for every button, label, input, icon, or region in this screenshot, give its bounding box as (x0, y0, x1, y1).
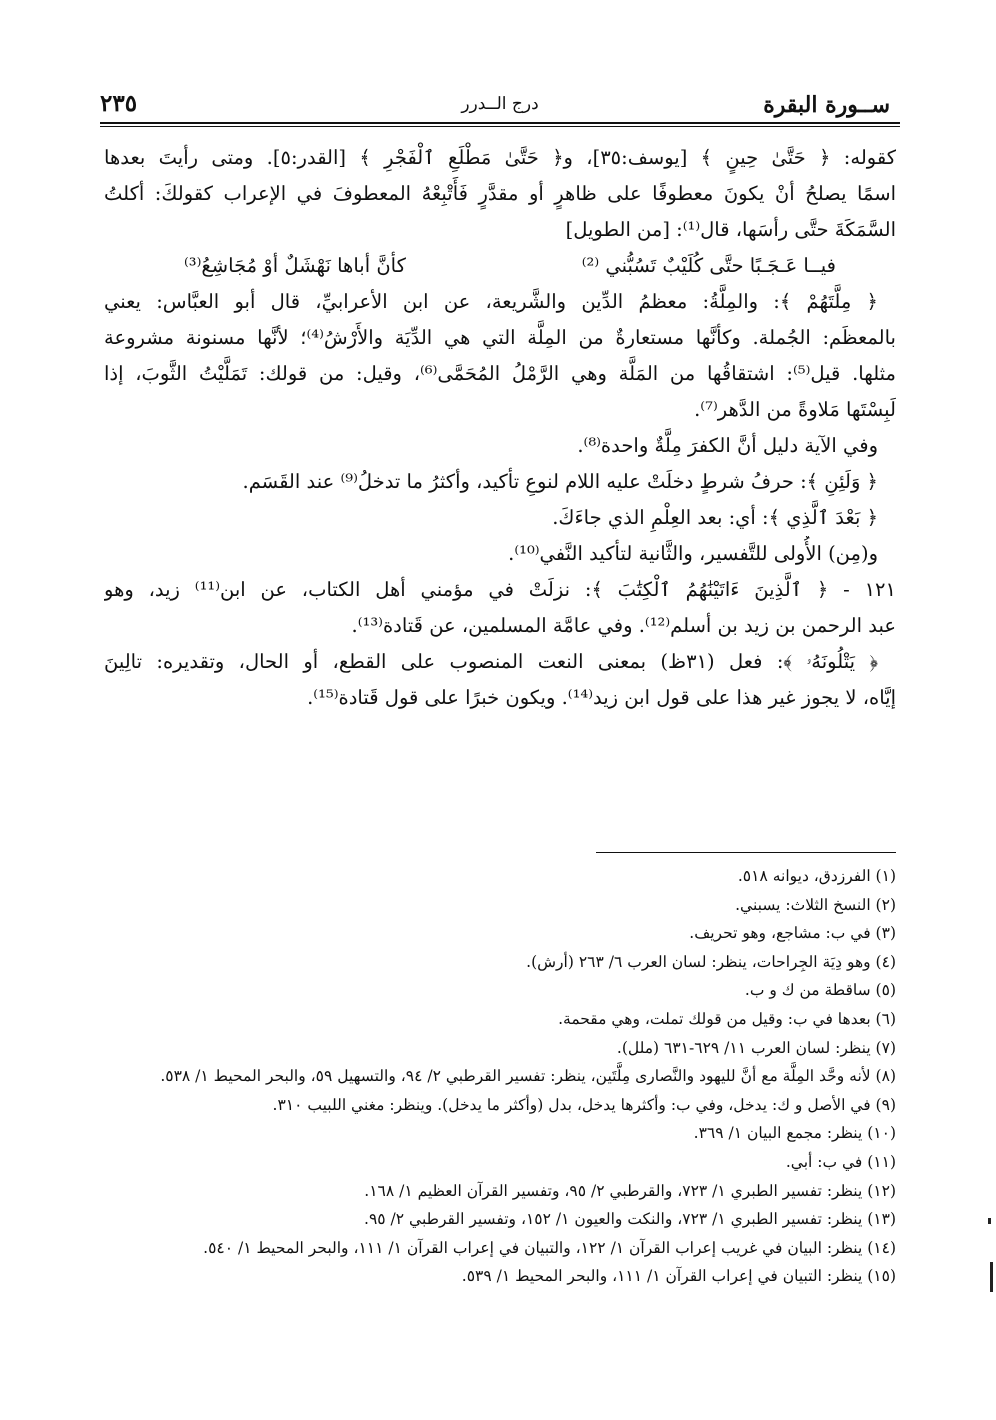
text-line: اسمًا يصلحُ أنْ يكونَ معطوفًا على ظاهرٍ أو مقدَّرٍ فَأَتْبِعْهُ المعطوفَ في الإعراب كقولكَ: أكلتُ (104, 182, 896, 205)
poem-verse (104, 248, 896, 284)
footnote: (١٤) ينظر: البيان في غريب إعراب القرآن ١/ ١٢٢، والتبيان في إعراب القرآن ١/ ١١١، والبحر المحيط ١/ ٥٤٠. (203, 1238, 896, 1257)
footnote: (٣) في ب: مشاجع، وهو تحريف. (689, 924, 896, 943)
page-number: ٢٣٥ (100, 90, 138, 117)
text-line: السَّمَكَةَ حتَّى رأسَها، قال⁽¹⁾: [من الطويل] (565, 218, 896, 241)
footnote: (١٣) ينظر: تفسير الطبري ١/ ٧٢٣، والنكت والعيون ١/ ١٥٢، وتفسير القرطبي ٢/ ٩٥. (364, 1210, 896, 1229)
footnote: (٦) بعدها في ب: وقيل من قولك تملت، وهي مقحمة. (558, 1009, 896, 1028)
text-line: ﴿ وَلَئِنِ ﴾: حرفُ شرطٍ دخلَتْ عليه اللام لنوعِ تأكيد، وأكثرُ ما تدخلُ⁽⁹⁾ عند القَسَم. (242, 470, 878, 493)
running-header (100, 88, 900, 122)
text-line: بالمعظَم: الجُملة. وكأنَّها مستعارةٌ من المِلَّة التي هي الدِّيَة والأَرْشُ⁽⁴⁾؛ لأنَّها مسنونة مشروعة (104, 326, 896, 349)
header-rule-thin (100, 126, 900, 127)
main-text (104, 140, 896, 716)
footnote: (١٠) ينظر: مجمع البيان ١/ ٣٦٩. (693, 1124, 896, 1143)
footnote: (١) الفرزدق، ديوانه ٥١٨. (737, 867, 896, 885)
scan-edge-mark (990, 1262, 993, 1292)
poem-first-hemistich: فيــا عَـجَـبًا حتَّى كُلَيْبٌ تَسُبُّني ⁽²⁾ (581, 254, 836, 277)
text-line: ﴿ يَتْلُونَهُۥ ﴾: فعل (٣١ظ) بمعنى النعت المنصوب على القطع، أو الحال، وتقديره: تالِينَ (104, 650, 879, 673)
book-title: درج الــدرر (461, 94, 539, 114)
footnote: (٤) وهو دِيَة الجِراحات، ينظر: لسان العرب ٦/ ٢٦٣ (أرش). (526, 952, 896, 971)
text-line: ﴿ مِلَّتَهُمْ ﴾: والمِلَّةُ: معظمُ الدِّين والشَّريعة، عن ابن الأعرابيِّ، قال أبو العبَّاس: يعني (104, 290, 878, 313)
sura-title: ســورة البقرة (763, 92, 890, 118)
text-line: كقوله: ﴿ حَتَّىٰ حِينٍ ﴾ [يوسف:٣٥]، و﴿ حَتَّىٰ مَطْلَعِ ٱلْفَجْرِ ﴾ [القدر:٥]. ومتى رأيتَ بعدها (104, 146, 896, 169)
footnote: (١٥) ينظر: التبيان في إعراب القرآن ١/ ١١١، والبحر المحيط ١/ ٥٣٩. (461, 1267, 896, 1286)
text-line: مثلها. قيل⁽⁵⁾: اشتقاقُها من المَلَّة وهي الرَّمْلُ المُحَمَّى⁽⁶⁾، وقيل: من قولك: تَمَلَّيْتُ الثَّوبَ، إذا (104, 362, 896, 385)
header-rule (100, 122, 900, 124)
footnotes (104, 862, 896, 1291)
text-line: لَبِسْتَها مَلاوةً من الدَّهر⁽⁷⁾. (694, 398, 896, 421)
text-line: ١٢١ - ﴿ ٱلَّذِينَ ءَاتَيْنَٰهُمُ ٱلْكِتَٰبَ ﴾: نزلَتْ في مؤمني أهل الكتاب، عن ابن⁽¹¹⁾ زيد، وهو (104, 578, 896, 601)
text-line: إيَّاه، لا يجوز غير هذا على قول ابن زيد⁽¹⁴⁾. ويكون خبرًا على قول قَتادة⁽¹⁵⁾. (307, 686, 896, 709)
footnote-rule (596, 852, 896, 853)
poem-second-hemistich: كأنَّ أباها نَهْشَلٌ أوْ مُجَاشِعُ⁽³⁾ (184, 254, 406, 277)
text-line: وفي الآية دليل أنَّ الكفرَ مِلَّةٌ واحدة⁽⁸⁾. (577, 434, 878, 457)
footnote: (١٢) ينظر: تفسير الطبري ١/ ٧٢٣، والقرطبي ٢/ ٩٥، وتفسير القرآن العظيم ١/ ١٦٨. (364, 1181, 896, 1200)
footnote: (٢) النسخ الثلاث: يسبني. (735, 895, 896, 914)
text-line: ﴿ بَعْدَ ٱلَّذِي ﴾: أي: بعد العِلْمِ الذي جاءَكَ. (552, 506, 878, 529)
footnote: (٧) ينظر: لسان العرب ١١/ ٦٢٩-٦٣١ (ملل). (616, 1038, 896, 1057)
text-line: عبد الرحمن بن زيد بن أسلم⁽¹²⁾. وفي عامَّة المسلمين، عن قَتادة⁽¹³⁾. (351, 614, 896, 637)
footnote: (١١) في ب: أبي. (785, 1152, 896, 1171)
footnote: (٥) ساقطة من ك و ب. (744, 981, 896, 1000)
footnote: (٩) في الأصل و ك: يدخل، وفي ب: وأكثرها يدخل، بدل (وأكثر ما يدخل). وينظر: مغني اللبيب ٣١٠. (272, 1095, 896, 1114)
footnote: (٨) لأنه وحَّد المِلَّة مع أنَّ لليهود والنَّصارى مِلَّتَين، ينظر: تفسير القرطبي ٢/ ٩٤، والتسهيل ٥٩، والبحر المحيط ١/ ٥٣٨. (160, 1067, 896, 1086)
text-line: و(مِن) الأُولى للتَّفسير، والثَّانية لتأكيد النَّفي⁽¹⁰⁾. (508, 542, 878, 565)
scan-speck (988, 1218, 991, 1224)
